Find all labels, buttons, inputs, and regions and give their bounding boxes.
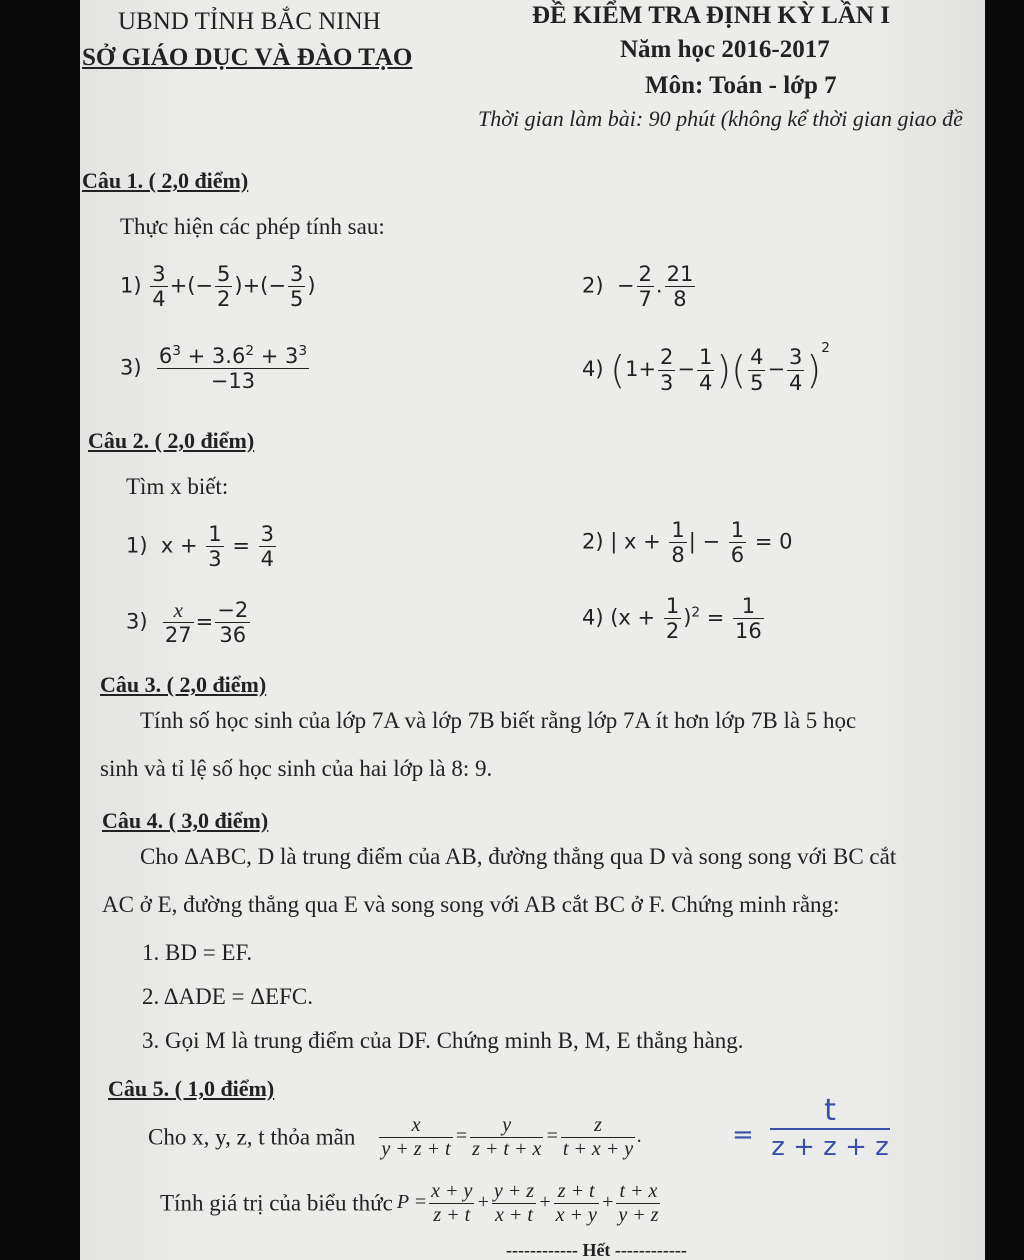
q1-expr-2: 2) − $\frac{2}{7}$ . $\frac{21}{8}$	[582, 262, 694, 312]
q5-condition: Cho x, y, z, t thỏa mãn $\frac{x}{y + z + t}$ = $\frac{y}{z + t + x}$ = $\frac{z}{t + x + y}$ .	[148, 1114, 643, 1160]
footer-end: ------------ Hết ------------	[506, 1240, 687, 1260]
school-year: Năm học 2016-2017	[620, 36, 830, 63]
org-line-1: UBND TỈNH BẮC NINH	[118, 8, 381, 35]
q1-num-1: 1)	[120, 273, 142, 298]
q4-line-2: AC ở E, đường thẳng qua E và song song với AB cắt BC ở F. Chứng minh rằng:	[102, 892, 840, 917]
q1-expr-3: 3) $\frac{6^3 + 3.6^2 + 3^3}{-13}$	[120, 343, 308, 394]
org-line-2: SỞ GIÁO DỤC VÀ ĐÀO TẠO	[82, 44, 413, 71]
q1-expr-4: 4) (1+ $\frac{2}{3}$ − $\frac{1}{4}$ )( $\frac{4}{5}$ − $\frac{3}{4}$ )$^2$	[582, 340, 830, 395]
q2-expr-1: 1) x + $\frac{1}{3}$ = $\frac{3}{4}$	[126, 522, 274, 572]
subject: Môn: Toán - lớp 7	[645, 72, 837, 99]
q3-line-1: Tính số học sinh của lớp 7A và lớp 7B biết rằng lớp 7A ít hơn lớp 7B là 5 học	[140, 708, 857, 733]
q5-cond-prefix: Cho x, y, z, t thỏa mãn	[148, 1124, 356, 1150]
q4-item-1: 1. BD = EF.	[142, 940, 253, 965]
q5-expr-prefix: Tính giá trị của biểu thức	[160, 1190, 393, 1216]
q1-expr-1: 1) $\frac{3}{4}$ +(− $\frac{5}{2}$ )+(− $\frac{3}{5}$ )	[120, 262, 316, 312]
handwritten-equals: =	[732, 1120, 754, 1150]
q4-item-3: 3. Gọi M là trung điểm của DF. Chứng minh B, M, E thẳng hàng.	[142, 1028, 744, 1053]
q2-num-1: 1)	[126, 533, 148, 558]
footer-label: Hết	[582, 1240, 611, 1260]
q2-num-2: 2)	[582, 529, 604, 554]
q4-title: Câu 4. ( 3,0 điểm)	[102, 808, 269, 833]
q1-intro: Thực hiện các phép tính sau:	[120, 214, 385, 239]
q2-expr-2: 2) | x + $\frac{1}{8}$ | − $\frac{1}{6}$ = 0	[582, 518, 793, 568]
exam-paper	[80, 0, 985, 1260]
q5-title: Câu 5. ( 1,0 điểm)	[108, 1076, 275, 1101]
q2-num-3: 3)	[126, 609, 148, 634]
handwritten-fraction: t z + z + z	[771, 1093, 889, 1162]
q1-num-3: 3)	[120, 355, 142, 380]
q2-num-4: 4)	[582, 605, 604, 630]
exam-title: ĐỀ KIỂM TRA ĐỊNH KỲ LẦN I	[532, 2, 890, 29]
q3-title: Câu 3. ( 2,0 điểm)	[100, 672, 267, 697]
q4-line-1: Cho ΔABC, D là trung điểm của AB, đường thẳng qua D và song song với BC cắt	[140, 844, 897, 869]
q1-num-4: 4)	[582, 357, 604, 381]
q1-num-2: 2)	[582, 273, 604, 298]
q2-intro: Tìm x biết:	[126, 474, 229, 499]
q2-expr-3: 3) $\frac{x}{27}$ = $\frac{-2}{36}$	[126, 598, 249, 648]
q4-item-2: 2. ΔADE = ΔEFC.	[142, 984, 313, 1009]
q5-expression: Tính giá trị của biểu thức P = $\frac{x + y}{z + t}$ + $\frac{y + z}{x + t}$ + $\frac{z + t}{x + y}$ + $\frac{t + x}{y + z}$	[160, 1180, 659, 1226]
q2-title: Câu 2. ( 2,0 điểm)	[88, 428, 255, 453]
q3-line-2: sinh và tỉ lệ số học sinh của hai lớp là 8: 9.	[100, 756, 493, 781]
time-note: Thời gian làm bài: 90 phút (không kể thời gian giao đề	[478, 106, 963, 131]
q1-title: Câu 1. ( 2,0 điểm)	[82, 168, 249, 193]
q2-expr-4: 4) (x + $\frac{1}{2}$ )$^2$ = $\frac{1}{16}$	[582, 594, 762, 644]
